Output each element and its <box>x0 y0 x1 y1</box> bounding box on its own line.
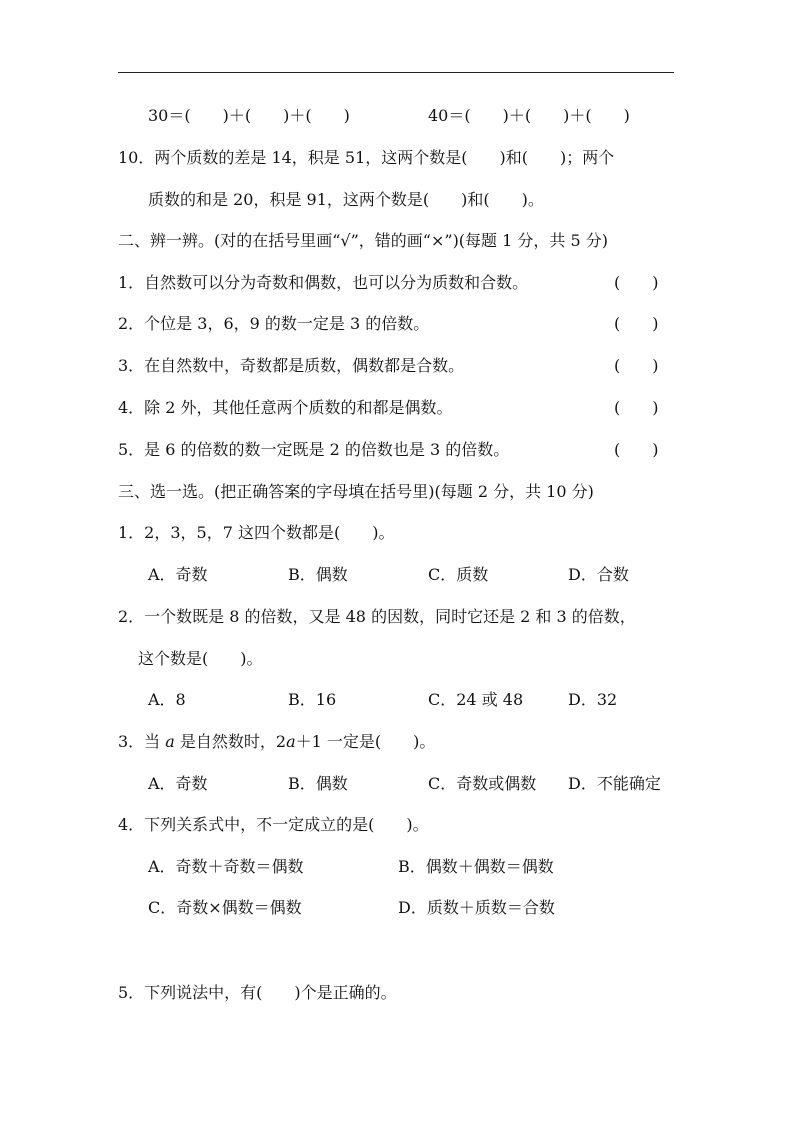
s3-q2-option-d[interactable]: D．32 <box>568 690 618 709</box>
top-rule <box>118 72 674 73</box>
s3-q1-option-b[interactable]: B．偶数 <box>288 565 348 584</box>
section2-item-3-answer[interactable]: ( ) <box>614 356 659 375</box>
s3-q1-option-a[interactable]: A．奇数 <box>148 565 208 584</box>
item-text: 1．自然数可以分为奇数和偶数，也可以分为质数和合数。 <box>118 273 529 292</box>
section2-item-2 <box>118 314 429 334</box>
s3-q2-stem-line1: 2．一个数既是 8 的倍数，又是 48 的因数，同时它还是 2 和 3 的倍数， <box>118 607 636 626</box>
q10-line2: 质数的和是 20，积是 91，这两个数是( )和( )。 <box>148 190 544 209</box>
q10-line1: 10．两个质数的差是 14，积是 51，这两个数是( )和( )；两个 <box>118 148 615 167</box>
s3-q3-option-a[interactable]: A．奇数 <box>148 774 208 793</box>
section2-item-5-answer[interactable]: ( ) <box>614 440 659 459</box>
s3-q4-option-d[interactable]: D．质数＋质数＝合数 <box>398 898 555 917</box>
s3-q1-option-d[interactable]: D．合数 <box>568 565 629 584</box>
s3-q2-stem-line2: 这个数是( )。 <box>138 649 263 668</box>
variable-a: a <box>165 732 175 751</box>
section2-item-4-answer[interactable]: ( ) <box>614 398 659 417</box>
item-text: 4．除 2 外，其他任意两个质数的和都是偶数。 <box>118 398 453 417</box>
s3-q4-stem: 4．下列关系式中，不一定成立的是( )。 <box>118 815 429 834</box>
item-text: 3．在自然数中，奇数都是质数，偶数都是合数。 <box>118 356 465 375</box>
s3-q4-option-b[interactable]: B．偶数＋偶数＝偶数 <box>398 857 554 876</box>
s3-q1-option-c[interactable]: C．质数 <box>428 565 489 584</box>
item-text: 2．个位是 3，6，9 的数一定是 3 的倍数。 <box>118 314 430 333</box>
section2-title: 二、辨一辨。(对的在括号里画“√”，错的画“×”)(每题 1 分，共 5 分) <box>118 231 608 250</box>
equation-40: 40＝( )＋( )＋( ) <box>428 106 630 125</box>
s3-q2-option-c[interactable]: C．24 或 48 <box>428 690 524 709</box>
s3-q3-option-c[interactable]: C．奇数或偶数 <box>428 774 537 793</box>
section2-item-5 <box>118 440 509 460</box>
s3-q2-option-a[interactable]: A．8 <box>148 690 186 709</box>
s3-q3-stem <box>118 732 435 752</box>
stem-prefix: 3．当 <box>118 732 166 751</box>
section2-item-2-answer[interactable]: ( ) <box>614 314 659 333</box>
item-text: 5．是 6 的倍数的数一定既是 2 的倍数也是 3 的倍数。 <box>118 440 510 459</box>
s3-q1-stem: 1．2，3，5，7 这四个数都是( )。 <box>118 523 395 542</box>
s3-q4-option-a[interactable]: A．奇数＋奇数＝偶数 <box>148 857 304 876</box>
s3-q3-option-b[interactable]: B．偶数 <box>288 774 348 793</box>
section2-item-1-answer[interactable]: ( ) <box>614 273 659 292</box>
section2-item-4 <box>118 398 453 418</box>
equation-30: 30＝( )＋( )＋( ) <box>148 106 350 125</box>
section3-title: 三、选一选。(把正确答案的字母填在括号里)(每题 2 分，共 10 分) <box>118 482 594 501</box>
variable-a-2: a <box>286 732 296 751</box>
stem-suffix: ＋1 一定是( )。 <box>295 732 436 751</box>
s3-q4-option-c[interactable]: C．奇数×偶数＝偶数 <box>148 898 302 917</box>
section2-item-1 <box>118 273 528 293</box>
stem-mid: 是自然数时，2 <box>174 732 287 751</box>
section2-item-3 <box>118 356 464 376</box>
s3-q2-option-b[interactable]: B．16 <box>288 690 337 709</box>
s3-q5-stem: 5．下列说法中，有( )个是正确的。 <box>118 983 397 1002</box>
s3-q3-option-d[interactable]: D．不能确定 <box>568 774 661 793</box>
